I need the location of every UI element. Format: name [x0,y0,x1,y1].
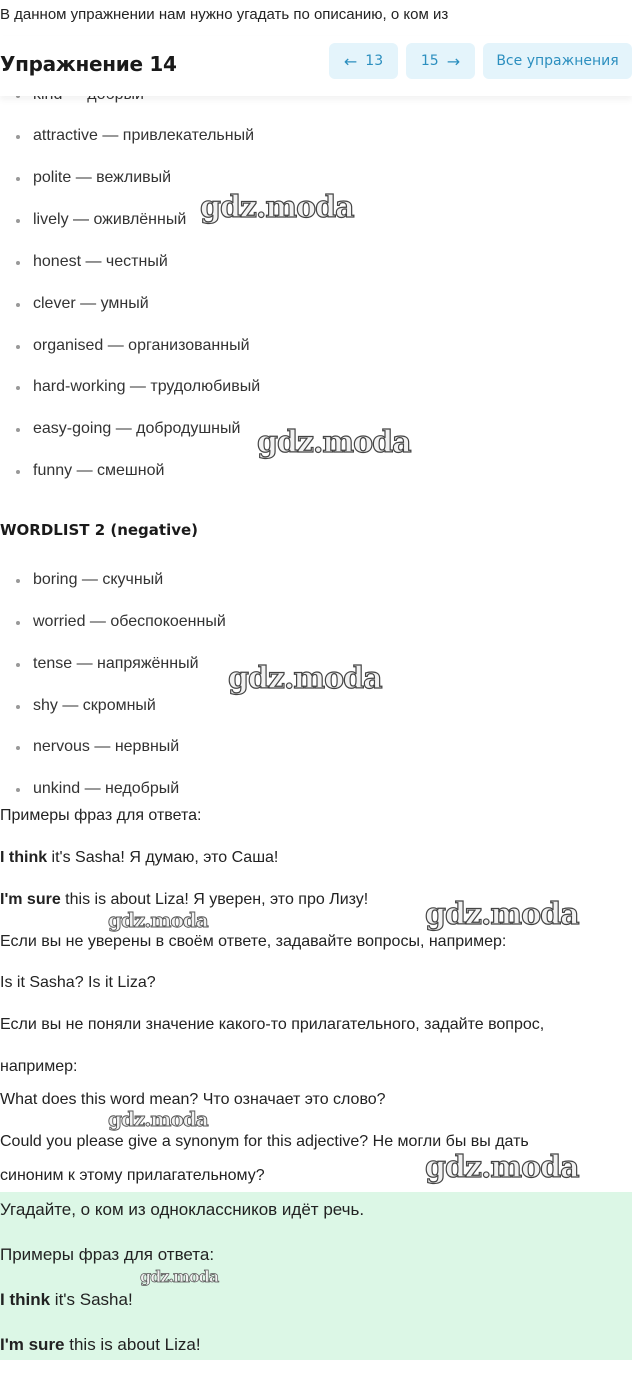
examples-label: Примеры фраз для ответа: [0,807,202,824]
watermark: gdz.moda [425,897,579,932]
intro-text: В данном упражнении нам нужно угадать по описанию, о ком из [0,6,449,23]
bullet [16,386,20,390]
bullet [16,303,20,307]
wordlist-negative-heading: WORDLIST 2 (negative) [0,521,199,539]
bullet [16,345,20,349]
synonym-text: Could you please give a synonym for this adjective? Не могли бы вы дать [0,1133,529,1150]
bullet [16,261,20,265]
prev-exercise-button[interactable] [329,43,398,79]
next-exercise-label: 15 [420,53,439,69]
unsure-text: Если вы не уверены в своём ответе, задавайте вопросы, например: [0,933,507,950]
bullet [16,470,20,474]
what-mean-text: What does this word mean? Что означает это слово? [0,1091,386,1108]
page-title: Упражнение 14 [0,52,177,76]
bullet [16,621,20,625]
answer-sure: I'm sure this is about Liza! [0,1335,201,1354]
exercise-header [0,36,632,96]
watermark: gdz.moda [200,190,354,225]
bullet [16,788,20,792]
watermark: gdz.moda [140,1267,219,1286]
answer-think: I think it's Sasha! [0,1290,133,1309]
watermark: gdz.moda [257,425,411,460]
answer-block [0,1192,632,1360]
is-it-text: Is it Sasha? Is it Liza? [0,974,156,991]
watermark: gdz.moda [228,661,382,696]
arrow-left-icon: ← [343,51,358,71]
bullet [16,177,20,181]
bullet [16,219,20,223]
bullet [16,746,20,750]
not-understood-text-cont: например: [0,1058,78,1075]
next-exercise-button[interactable] [406,43,475,79]
prev-exercise-label: 13 [365,53,384,69]
watermark: gdz.moda [108,908,208,932]
not-understood-text: Если вы не поняли значение какого-то прилагательного, задайте вопрос, [0,1016,545,1033]
answer-guess: Угадайте, о ком из одноклассников идёт речь. [0,1200,365,1219]
bullet [16,135,20,139]
bullet [16,705,20,709]
example-sure: I'm sure this is about Liza! Я уверен, это про Лизу! [0,891,369,908]
bullet [16,579,20,583]
arrow-right-icon: → [446,51,461,71]
answer-examples-label: Примеры фраз для ответа: [0,1245,215,1264]
watermark: gdz.moda [425,1150,579,1185]
all-exercises-button[interactable]: Все упражнения [483,43,632,79]
example-think: I think it's Sasha! Я думаю, это Саша! [0,849,279,866]
synonym-text-cont: синоним к этому прилагательному? [0,1167,265,1184]
bullet [16,428,20,432]
watermark: gdz.moda [108,1107,208,1131]
bullet [16,663,20,667]
